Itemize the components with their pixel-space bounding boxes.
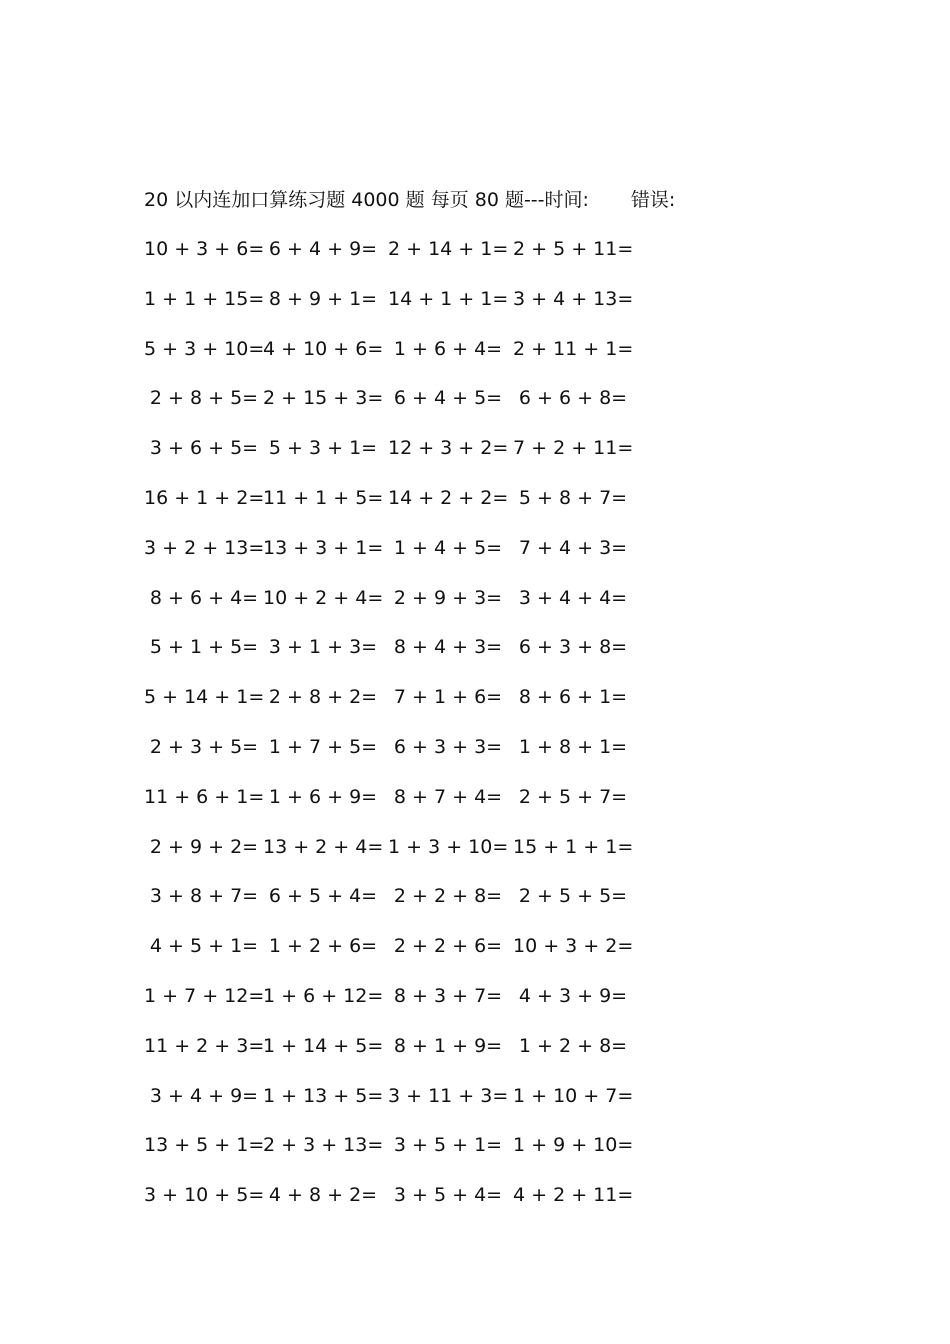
worksheet-header	[144, 186, 675, 214]
problem-item: 1 + 8 + 1=	[518, 735, 628, 758]
problem-item: 1 + 3 + 10=	[388, 835, 509, 858]
problem-item: 4 + 5 + 1=	[149, 935, 259, 958]
problem-item: 16 + 1 + 2=	[144, 486, 265, 509]
problem-item: 8 + 6 + 1=	[518, 686, 628, 709]
problem-item: 4 + 10 + 6=	[263, 337, 384, 360]
problem-item: 6 + 5 + 4=	[268, 885, 378, 908]
problem-item: 6 + 6 + 8=	[518, 387, 628, 410]
problem-item: 1 + 4 + 5=	[393, 536, 503, 559]
problem-item: 2 + 5 + 11=	[513, 238, 634, 260]
problem-item: 1 + 2 + 8=	[518, 1034, 628, 1057]
problem-row	[144, 433, 644, 483]
problem-item: 15 + 1 + 1=	[513, 835, 634, 858]
problem-item: 3 + 5 + 1=	[393, 1134, 503, 1157]
problem-item: 1 + 13 + 5=	[263, 1084, 384, 1107]
problem-item: 5 + 8 + 7=	[518, 486, 628, 509]
problem-row	[144, 1031, 644, 1081]
time-label: 时间:	[544, 189, 589, 211]
problem-item: 4 + 2 + 11=	[513, 1184, 634, 1207]
problem-grid	[144, 234, 644, 1230]
problem-row	[144, 483, 644, 533]
problem-item: 3 + 1 + 3=	[268, 636, 378, 659]
problem-item: 3 + 8 + 7=	[149, 885, 259, 908]
problem-item: 5 + 1 + 5=	[149, 636, 259, 659]
problem-item: 6 + 3 + 3=	[393, 735, 503, 758]
problem-item: 8 + 1 + 9=	[393, 1034, 503, 1057]
problem-item: 4 + 3 + 9=	[518, 984, 628, 1007]
problem-item: 1 + 6 + 9=	[268, 785, 378, 808]
problem-item: 2 + 11 + 1=	[513, 337, 634, 360]
problem-item: 2 + 8 + 5=	[149, 387, 259, 410]
problem-item: 3 + 4 + 9=	[149, 1084, 259, 1107]
error-label: 错误:	[630, 189, 676, 211]
problem-item: 8 + 4 + 3=	[393, 636, 503, 659]
problem-row	[144, 383, 644, 433]
problem-item: 2 + 9 + 2=	[149, 835, 259, 858]
problem-item: 11 + 6 + 1=	[144, 785, 265, 808]
problem-item: 1 + 7 + 5=	[268, 735, 378, 758]
problem-item: 6 + 4 + 9=	[268, 238, 378, 260]
problem-item: 14 + 1 + 1=	[388, 287, 509, 310]
problem-item: 11 + 2 + 3=	[144, 1034, 265, 1057]
problem-item: 5 + 3 + 1=	[268, 437, 378, 460]
problem-item: 12 + 3 + 2=	[388, 437, 509, 460]
problem-item: 3 + 4 + 4=	[518, 586, 628, 609]
problem-item: 2 + 5 + 7=	[518, 785, 628, 808]
problem-row	[144, 334, 644, 384]
problem-row	[144, 1081, 644, 1131]
problem-item: 1 + 14 + 5=	[263, 1034, 384, 1057]
problem-item: 3 + 2 + 13=	[144, 536, 265, 559]
problem-item: 7 + 4 + 3=	[518, 536, 628, 559]
problem-row	[144, 583, 644, 633]
problem-row	[144, 533, 644, 583]
problem-item: 3 + 5 + 4=	[393, 1184, 503, 1207]
problem-item: 1 + 7 + 12=	[144, 984, 265, 1007]
problem-item: 13 + 3 + 1=	[263, 536, 384, 559]
problem-row	[144, 682, 644, 732]
problem-item: 2 + 15 + 3=	[263, 387, 384, 410]
problem-item: 8 + 3 + 7=	[393, 984, 503, 1007]
problem-item: 7 + 2 + 11=	[513, 437, 634, 460]
problem-item: 2 + 3 + 13=	[263, 1134, 384, 1157]
problem-item: 8 + 9 + 1=	[268, 287, 378, 310]
problem-item: 3 + 10 + 5=	[144, 1184, 265, 1207]
problem-item: 11 + 1 + 5=	[263, 486, 384, 509]
problem-item: 2 + 2 + 6=	[393, 935, 503, 958]
problem-row	[144, 732, 644, 782]
problem-item: 8 + 6 + 4=	[149, 586, 259, 609]
problem-item: 1 + 10 + 7=	[513, 1084, 634, 1107]
problem-item: 7 + 1 + 6=	[393, 686, 503, 709]
problem-row	[144, 782, 644, 832]
problem-item: 2 + 2 + 8=	[393, 885, 503, 908]
problem-row	[144, 832, 644, 882]
problem-row	[144, 284, 644, 334]
problem-item: 3 + 4 + 13=	[513, 287, 634, 310]
problem-row	[144, 881, 644, 931]
problem-item: 1 + 6 + 4=	[393, 337, 503, 360]
problem-item: 1 + 6 + 12=	[263, 984, 384, 1007]
problem-item: 3 + 6 + 5=	[149, 437, 259, 460]
problem-item: 2 + 9 + 3=	[393, 586, 503, 609]
problem-item: 10 + 3 + 2=	[513, 935, 634, 958]
problem-item: 3 + 11 + 3=	[388, 1084, 509, 1107]
problem-item: 1 + 9 + 10=	[513, 1134, 634, 1157]
worksheet-title: 20 以内连加口算练习题 4000 题 每页 80 题---	[144, 189, 545, 211]
problem-item: 1 + 2 + 6=	[268, 935, 378, 958]
problem-item: 2 + 14 + 1=	[388, 238, 509, 260]
problem-row	[144, 981, 644, 1031]
problem-item: 6 + 4 + 5=	[393, 387, 503, 410]
problem-item: 2 + 8 + 2=	[268, 686, 378, 709]
problem-row	[144, 632, 644, 682]
problem-item: 2 + 5 + 5=	[518, 885, 628, 908]
problem-item: 10 + 3 + 6=	[144, 238, 265, 260]
problem-item: 13 + 5 + 1=	[144, 1134, 265, 1157]
problem-item: 5 + 3 + 10=	[144, 337, 265, 360]
problem-item: 5 + 14 + 1=	[144, 686, 265, 709]
problem-item: 6 + 3 + 8=	[518, 636, 628, 659]
problem-row	[144, 931, 644, 981]
problem-row	[144, 234, 644, 284]
problem-item: 2 + 3 + 5=	[149, 735, 259, 758]
problem-item: 8 + 7 + 4=	[393, 785, 503, 808]
problem-item: 4 + 8 + 2=	[268, 1184, 378, 1207]
problem-item: 14 + 2 + 2=	[388, 486, 509, 509]
problem-row	[144, 1180, 644, 1230]
problem-item: 1 + 1 + 15=	[144, 287, 265, 310]
problem-item: 13 + 2 + 4=	[263, 835, 384, 858]
problem-item: 10 + 2 + 4=	[263, 586, 384, 609]
problem-row	[144, 1130, 644, 1180]
